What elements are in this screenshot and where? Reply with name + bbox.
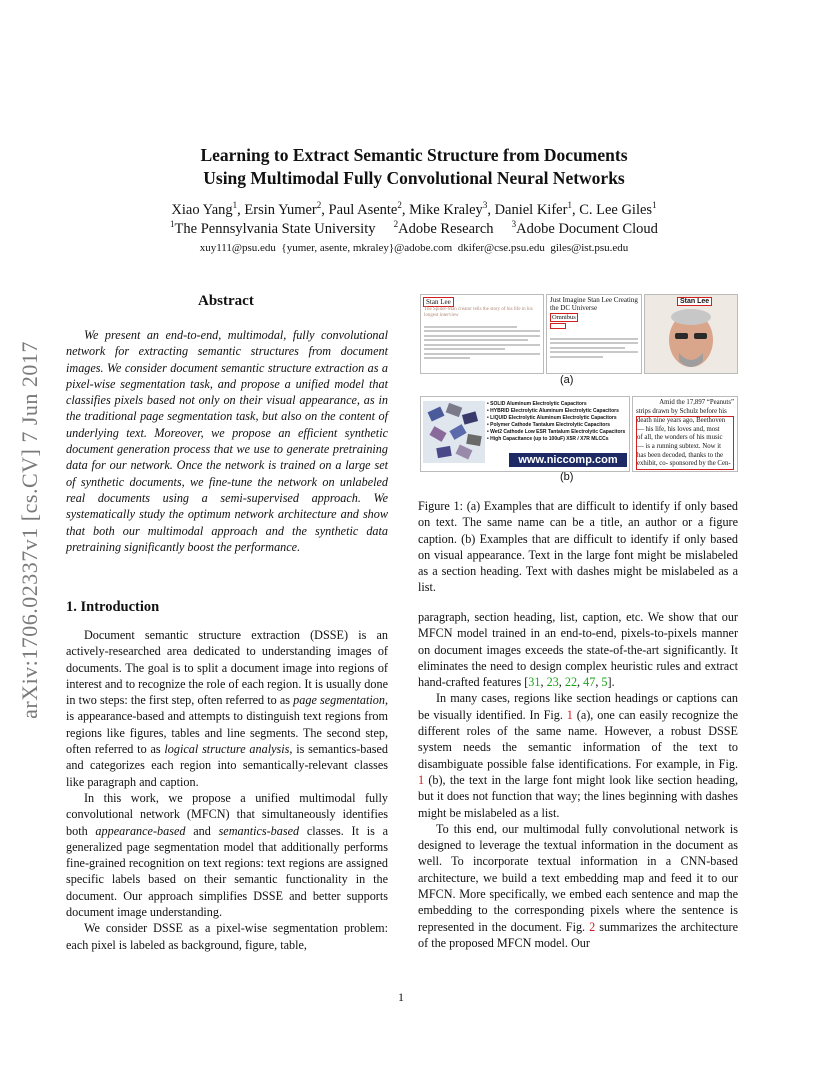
portrait-photo-icon xyxy=(645,295,737,373)
capacitor-item: • HYBRID Electrolytic Aluminum Electrolytic Capacitors xyxy=(487,408,619,414)
right-paragraph-2: In many cases, regions like section headings or captions can be visually identified. In Fig. 1 (a), one can easily recognize the different roles of the same name. However, a robust DSSE system needs the semantic information of the text to disambiguate possible false identifications. For example, in Fig. 1 (b), the text in the large font might look like section heading, but it does not function that way; the lines beginning with dashes might be mislabeled as a list. xyxy=(418,691,738,820)
capacitors-image-icon xyxy=(423,401,485,463)
text-lines xyxy=(424,323,540,362)
capacitor-item: • High Capacitance (up to 100uF) X5R / X7R MLCCs xyxy=(487,436,609,442)
author-4: Mike Kraley xyxy=(409,202,483,218)
affiliation-2: Adobe Research xyxy=(398,221,494,237)
intro-paragraph-3: We consider DSSE as a pixel-wise segmentation problem: each pixel is labeled as background, figure, table, xyxy=(66,921,388,952)
capacitor-item: • Polymer Cathode Tantalum Electrolytic Capacitors xyxy=(487,422,611,428)
abstract-heading: Abstract xyxy=(198,293,254,309)
dash-text-box: death nine years ago, Beethoven — his life, his loves and, most of all, the wonders of his music — is a running subtext. Now it has been decoded, thanks to the exhibit, co- sponsored by the Cen- xyxy=(636,416,734,470)
capacitor-item: • SOLID Aluminum Electrolytic Capacitors xyxy=(487,401,587,407)
author-block xyxy=(60,201,768,239)
niccomp-url-banner: www.niccomp.com xyxy=(509,453,627,467)
page-number: 1 xyxy=(398,990,404,1004)
capacitor-list xyxy=(487,401,625,443)
arxiv-identifier xyxy=(12,300,48,760)
paper-title xyxy=(60,144,768,190)
abstract-body xyxy=(66,327,388,555)
figure-panel-b2 xyxy=(632,396,738,472)
author-6: C. Lee Giles xyxy=(579,202,653,218)
introduction-left-column xyxy=(66,627,388,953)
author-emails: xuy111@psu.edu {yumer, asente, mkraley}@adobe.com dkifer@cse.psu.edu giles@ist.psu.edu xyxy=(199,242,629,254)
author-3: Paul Asente xyxy=(328,202,398,218)
omnibus-box: Omnibus xyxy=(552,314,576,321)
figure-panel-a1 xyxy=(420,294,544,374)
label-a: (a) xyxy=(560,374,574,386)
stan-lee-title-box: Stan Lee xyxy=(423,297,454,307)
abstract-text: We present an end-to-end, multimodal, fully convolutional network for extracting semantic structures from document images. We consider document semantic structure extraction as a pixel-wise segmentation task, and propose a unified model that classifies pixels based not only on their visual appearance, as in the traditional page segmentation task, but also on the content of underlying text. Moreover, we propose an efficient synthetic document generation process that we use to generate pretraining data for our network. Once the network is trained on a large set of synthetic documents, we fine-tune the network on unlabeled real documents using a semi-supervised approach. We systematically study the optimum network architecture and show that both our multimodal approach and the synthetic data pretraining significantly boost the performance. xyxy=(66,328,388,554)
capacitor-item: • Wet2 Cathode Low ESR Tantalum Electrolytic Capacitors xyxy=(487,429,626,435)
figure-panel-a3 xyxy=(644,294,738,374)
introduction-right-column xyxy=(418,609,738,951)
intro-paragraph-2: In this work, we propose a unified multimodal fully convolutional network (MFCN) that simultaneously identifies both appearance-based and semantics-based classes. It is a generalized page segmentation model that additionally performs fine-grained recognition on text regions: text regions are assigned specific labels based on their semantic functionality in the document. Our approach simplifies DSSE and better supports document image understanding. xyxy=(66,790,388,920)
section-heading-introduction: 1. Introduction xyxy=(66,599,160,615)
arxiv-id-text: arXiv:1706.02337v1 [cs.CV] 7 Jun 2017 xyxy=(17,341,42,719)
photo-caption-box: Stan Lee xyxy=(677,297,712,306)
author-5: Daniel Kifer xyxy=(494,202,568,218)
capacitor-item: • LIQUID Electrolytic Aluminum Electrolytic Capacitors xyxy=(487,415,617,421)
intro-paragraph-1: Document semantic structure extraction (DSSE) is an actively-researched area dedicated to understanding images of documents. The goal is to split a document image into regions of interest and to recognize the role of each region. It is usually done in two steps: the first step, often referred to as page segmentation, is appearance-based and attempts to distinguish text regions from regions like figures, tables and line segments. The second step, often referred to as logical structure analysis, is semantics-based and categorizes each region into semantically-relevant classes like paragraph and caption. xyxy=(66,628,389,789)
author-name-box xyxy=(550,323,566,329)
book-title: Just Imagine Stan Lee Creating the DC Universe xyxy=(550,296,638,312)
figure-1 xyxy=(420,294,736,484)
peanuts-text: Amid the 17,897 “Peanuts” strips drawn by Schulz before his death nine years ago, Beethoven — his life, his loves and, most of all, the wonders of his music — is a running subtext. Now it has been decoded, thanks to the exhibit, co- sponsored by the Cen- xyxy=(636,399,734,470)
label-b: (b) xyxy=(560,471,574,483)
right-paragraph-3: To this end, our multimodal fully convolutional network is designed to leverage the textual information in the document as well. To incorporate textual information in a CNN-based architecture, we build a text embedding map and feed it to our MFCN. More specifically, we embed each sentence and map the embedding to the corresponding pixels where the sentence is represented in the document. Fig. 2 summarizes the architecture of the proposed MFCN model. Our xyxy=(418,821,738,950)
figure-panel-a2 xyxy=(546,294,642,374)
text-lines xyxy=(550,335,638,360)
author-1: Xiao Yang xyxy=(171,202,233,218)
title-line-2: Using Multimodal Fully Convolutional Neural Networks xyxy=(203,168,625,188)
figure-1-caption: Figure 1: (a) Examples that are difficult to identify if only based on text. The same name can be a title, an author or a figure caption. (b) Examples that are difficult to identify if only based on visual appearance. Text in the large font might be mislabeled as a section heading. Text with dashes might be mislabeled as a list. xyxy=(418,499,738,595)
right-paragraph-1: paragraph, section heading, list, caption, etc. We show that our MFCN model trained in an end-to-end, pixels-to-pixels manner on document images exceeds the state-of-the-art significantly. It eliminates the need to design complex heuristic rules and extract hand-crafted features [31, 23, 22, 47, 5]. xyxy=(418,610,738,690)
affiliation-1: The Pennsylvania State University xyxy=(174,221,376,237)
figure-panel-b1 xyxy=(420,396,630,472)
affiliation-3: Adobe Document Cloud xyxy=(516,221,658,237)
affiliations: $^1$The Pennsylvania State University $^2$Adobe Research $^3$Adobe Document Cloud xyxy=(170,219,658,237)
author-names: Xiao Yang$^1$, Ersin Yumer$^2$, Paul Asente$^2$, Mike Kraley$^3$, Daniel Kifer$^1$, C. Lee Giles$^1$ xyxy=(171,200,657,218)
title-line-1: Learning to Extract Semantic Structure from Documents xyxy=(200,145,628,165)
author-2: Ersin Yumer xyxy=(244,202,317,218)
article-subtitle: The Spider-Man creator tells the story of his life in his longest interview xyxy=(424,307,533,318)
